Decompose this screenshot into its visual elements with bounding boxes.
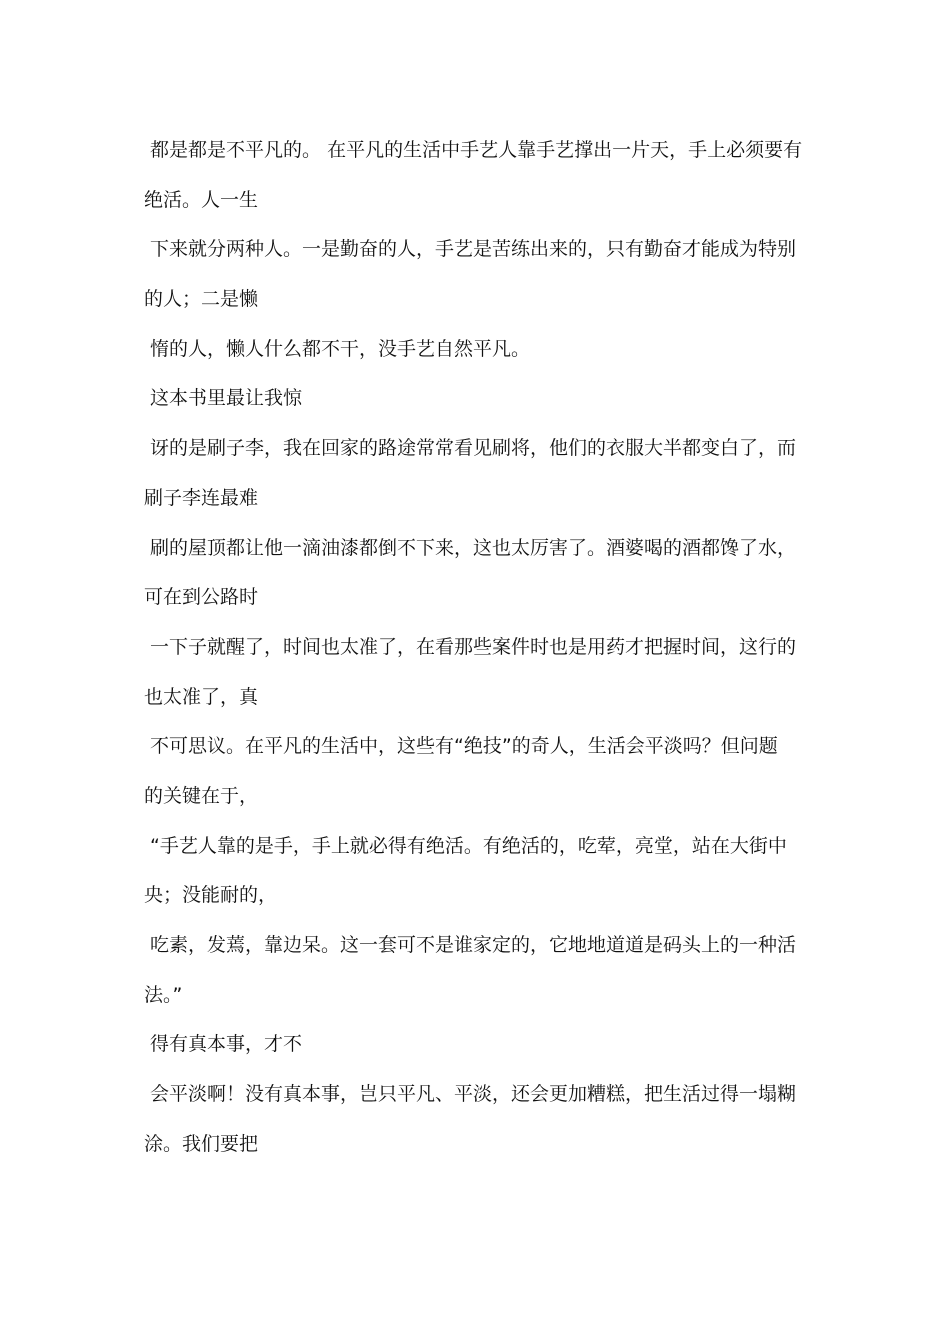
text-line: 央；没能耐的， [144,884,278,907]
text-line: 一下子就醒了，时间也太准了，在看那些案件时也是用药才把握时间，这行的 [144,635,797,658]
document-body [144,126,808,1169]
text-line: 刷子李连最难 [144,486,259,509]
text-line: 吃素，发蔫，靠边呆。这一套可不是谁家定的，它地地道道是码头上的一种活 [144,934,797,956]
text-line: 法。” [144,983,183,1006]
text-line: 也太准了，真 [144,685,259,708]
text-line: 绝活。人一生 [144,188,259,211]
text-line: 可在到公路时 [144,586,259,609]
text-line: 讶的是刷子李，我在回家的路途常常看见刷将，他们的衣服大半都变白了，而 [144,437,797,460]
text-line: 下来就分两种人。一是勤奋的人，手艺是苦练出来的，只有勤奋才能成为特别 [144,238,797,261]
text-line: 刷的屋顶都让他一滴油漆都倒不下来，这也太厉害了。酒婆喝的酒都馋了水， [144,536,797,559]
text-line: 得有真本事，才不 [144,1033,303,1056]
text-line: 的人；二是懒 [144,288,259,311]
text-line: 这本书里最让我惊 [144,387,303,410]
text-line: 的关键在于， [144,784,259,807]
text-line: 不可思议。在平凡的生活中，这些有“绝技”的奇人，生活会平淡吗？但问题 [144,735,778,758]
text-line: 会平淡啊！没有真本事，岂只平凡、平淡，还会更加糟糕，把生活过得一塌糊 [144,1083,797,1106]
text-line: 涂。我们要把 [144,1132,259,1155]
text-line: “手艺人靠的是手，手上就必得有绝活。有绝活的，吃荤，亮堂，站在大街中 [144,834,787,857]
text-line: 惰的人，懒人什么都不干，没手艺自然平凡。 [144,337,531,360]
text-line: 都是都是不平凡的。 在平凡的生活中手艺人靠手艺撑出一片天，手上必须要有 [144,139,803,161]
